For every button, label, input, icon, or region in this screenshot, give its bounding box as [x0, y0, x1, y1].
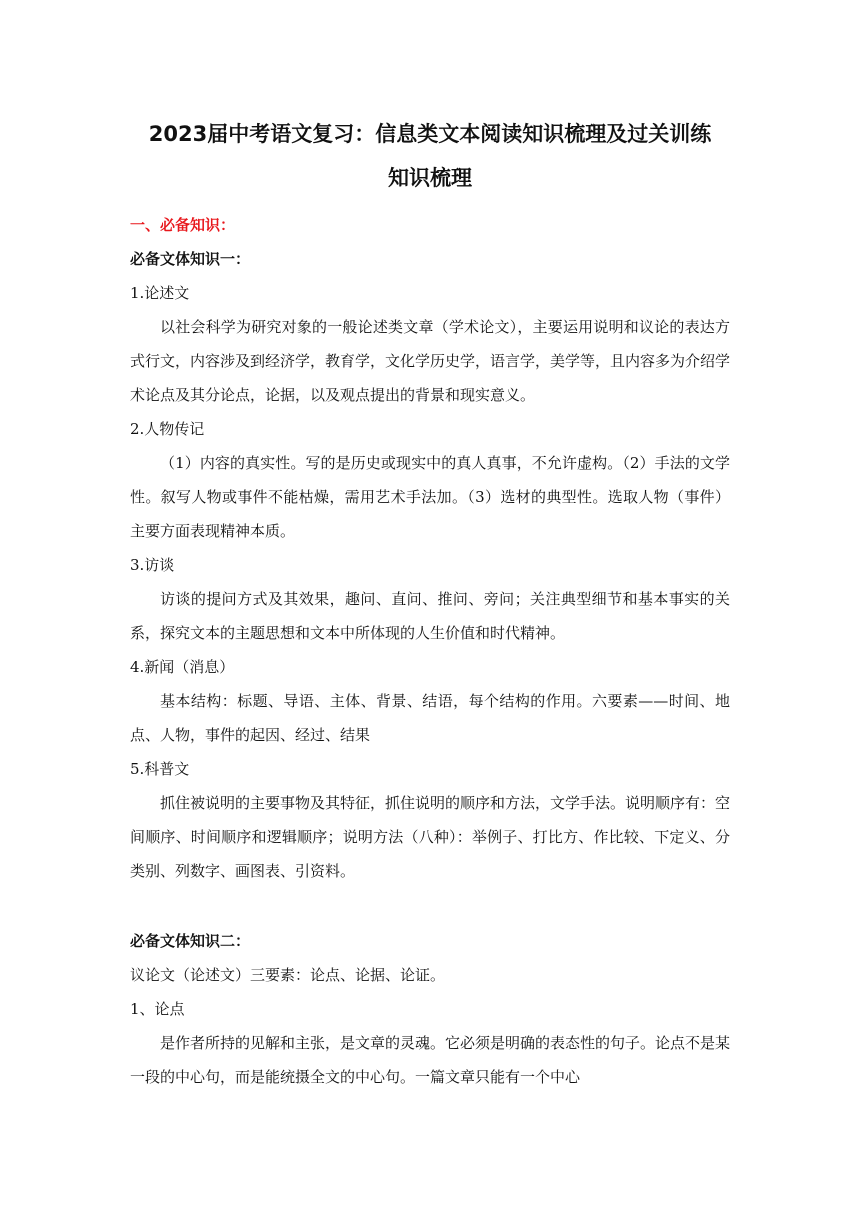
part2-intro: 议论文（论述文）三要素：论点、论据、论证。: [130, 966, 446, 984]
part2-heading: 必备文体知识二：: [130, 932, 251, 950]
document-subtitle: 知识梳理: [388, 166, 472, 190]
item-text-argumentative: 以社会科学为研究对象的一般论述类文章（学术论文），主要运用说明和议论的表达方式行文，内容涉及到经济学，教育学，文化学历史学，语言学，美学等，且内容多为介绍学术论点及其分论点，论据，以及观点提出的背景和现实意义。: [130, 318, 731, 404]
item-label-biography: 2.人物传记: [130, 420, 205, 438]
item-label-popular-science: 5.科普文: [130, 760, 190, 778]
section-heading-required-knowledge: 一、必备知识：: [130, 216, 236, 234]
item-text-thesis: 是作者所持的见解和主张，是文章的灵魂。它必须是明确的表态性的句子。论点不是某一段的中心句，而是能统摄全文的中心句。一篇文章只能有一个中心: [130, 1034, 731, 1086]
item-label-news: 4.新闻（消息）: [130, 658, 235, 676]
part1-heading: 必备文体知识一：: [130, 250, 251, 268]
item-text-news: 基本结构：标题、导语、主体、背景、结语，每个结构的作用。六要素——时间、地点、人物，事件的起因、经过、结果: [130, 692, 730, 744]
item-text-biography: （1）内容的真实性。写的是历史或现实中的真人真事，不允许虚构。（2）手法的文学性。叙写人物或事件不能枯燥，需用艺术手法加。（3）选材的典型性。选取人物（事件）主要方面表现精神本质。: [130, 454, 730, 540]
item-label-argumentative: 1.论述文: [130, 284, 190, 302]
document-page: [130, 0, 730, 1094]
document-title: 2023届中考语文复习：信息类文本阅读知识梳理及过关训练: [148, 122, 712, 146]
item-label-interview: 3.访谈: [130, 556, 175, 574]
item-text-interview: 访谈的提问方式及其效果，趣问、直问、推问、旁问；关注典型细节和基本事实的关系，探究文本的主题思想和文本中所体现的人生价值和时代精神。: [130, 590, 730, 642]
item-label-thesis: 1、论点: [130, 1000, 185, 1018]
item-text-popular-science: 抓住被说明的主要事物及其特征，抓住说明的顺序和方法，文学手法。说明顺序有：空间顺序、时间顺序和逻辑顺序；说明方法（八种）：举例子、打比方、作比较、下定义、分类别、列数字、画图表、引资料。: [130, 794, 731, 880]
